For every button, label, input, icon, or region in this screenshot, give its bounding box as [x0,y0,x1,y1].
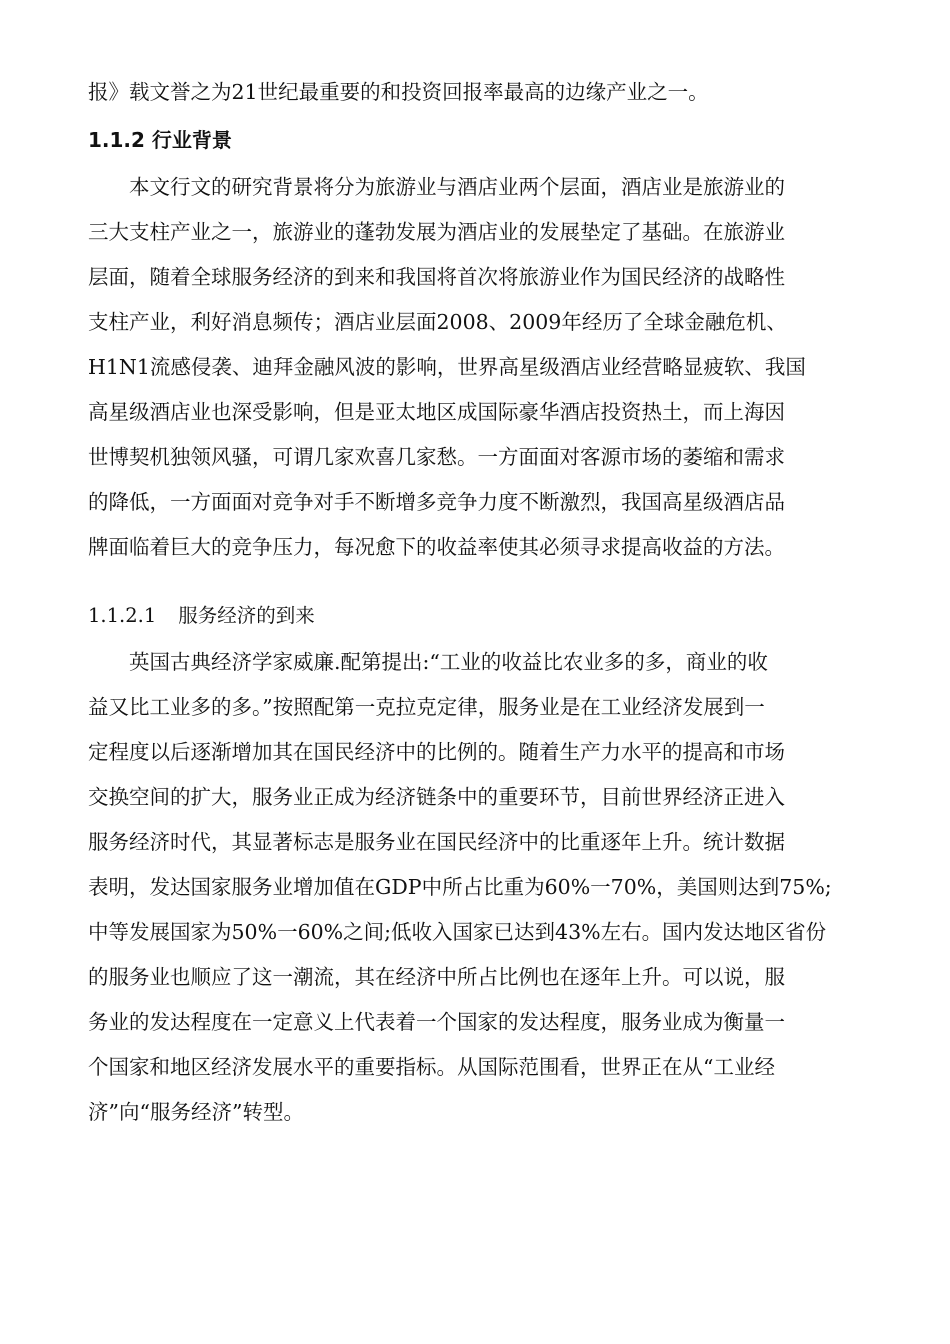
paragraph-line: H1N1流感侵袭、迪拜金融风波的影响，世界高星级酒店业经营略显疲软、我国 [88,355,806,379]
paragraph-line: 的服务业也顺应了这一潮流，其在经济中所占比例也在逐年上升。可以说，服 [88,965,785,989]
paragraph-line: 交换空间的扩大，服务业正成为经济链条中的重要环节，目前世界经济正进入 [88,785,785,809]
paragraph-line: 务业的发达程度在一定意义上代表着一个国家的发达程度，服务业成为衡量一 [88,1010,785,1034]
paragraph-line: 报》载文誉之为21世纪最重要的和投资回报率最高的边缘产业之一。 [88,80,709,104]
subsection-heading [88,592,868,640]
paragraph-line: 层面，随着全球服务经济的到来和我国将首次将旅游业作为国民经济的战略性 [88,265,785,289]
subsection-title: 服务经济的到来 [178,604,315,627]
paragraph-line: 个国家和地区经济发展水平的重要指标。从国际范围看，世界正在从“工业经 [88,1055,775,1079]
paragraph-line: 的降低，一方面面对竞争对手不断增多竞争力度不断激烈，我国高星级酒店品 [88,490,785,514]
paragraph-line: 本文行文的研究背景将分为旅游业与酒店业两个层面，酒店业是旅游业的 [129,175,785,199]
paragraph-line: 三大支柱产业之一，旅游业的蓬勃发展为酒店业的发展垫定了基础。在旅游业 [88,220,785,244]
paragraph-line: 英国古典经济学家威廉.配第提出:“工业的收益比农业多的多，商业的收 [129,650,768,674]
paragraph-line: 中等发展国家为50%一60%之间;低收入国家已达到43%左右。国内发达地区省份 [88,920,827,944]
paragraph-line: 世博契机独领风骚，可谓几家欢喜几家愁。一方面面对客源市场的萎缩和需求 [88,445,785,469]
paragraph-line: 服务经济时代，其显著标志是服务业在国民经济中的比重逐年上升。统计数据 [88,830,785,854]
paragraph-line: 支柱产业，利好消息频传；酒店业层面2008、2009年经历了全球金融危机、 [88,310,787,334]
paragraph-line: 高星级酒店业也深受影响，但是亚太地区成国际豪华酒店投资热土，而上海因 [88,400,785,424]
section-heading: 1.1.2 行业背景 [88,128,232,152]
paragraph-line: 济”向“服务经济”转型。 [88,1100,304,1124]
document-page [88,70,868,1135]
subsection-number: 1.1.2.1 [88,604,157,627]
paragraph-line: 表明，发达国家服务业增加值在GDP中所占比重为60%一70%，美国则达到75%; [88,875,832,899]
paragraph-line: 益又比工业多的多。”按照配第一克拉克定律，服务业是在工业经济发展到一 [88,695,765,719]
section-spacer [88,570,868,592]
paragraph-line: 牌面临着巨大的竞争压力，每况愈下的收益率使其必须寻求提高收益的方法。 [88,535,785,559]
paragraph-line: 定程度以后逐渐增加其在国民经济中的比例的。随着生产力水平的提高和市场 [88,740,785,764]
